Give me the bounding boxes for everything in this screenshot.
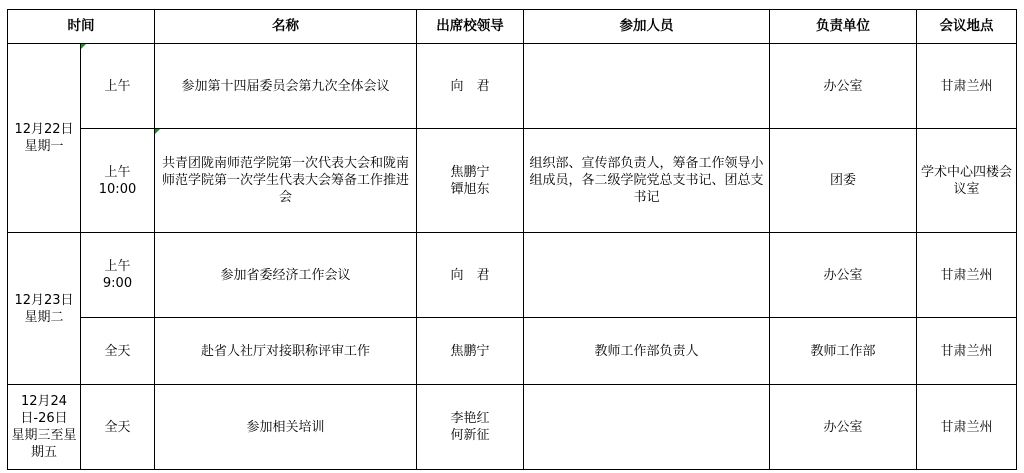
cell-comment-marker [155, 129, 160, 134]
date-label: 12月23日 [14, 292, 74, 308]
participants-cell [524, 44, 770, 129]
schedule-table [7, 9, 1017, 470]
table-row [8, 318, 1017, 385]
date-cell [8, 233, 81, 385]
leader-cell: 焦鹏宁 [417, 318, 524, 385]
header-location: 会议地点 [917, 10, 1017, 44]
unit-cell: 教师工作部 [770, 318, 917, 385]
period-cell: 上午 9:00 [81, 233, 155, 318]
participants-cell [524, 233, 770, 318]
weekday-label: 星期一 [24, 139, 64, 154]
header-row [8, 10, 1017, 44]
location-cell: 学术中心四楼会议室 [917, 129, 1017, 233]
participants-cell [524, 385, 770, 470]
participants-cell: 组织部、宣传部负责人，筹备工作领导小组成员，各二级学院党总支书记、团总支书记 [524, 129, 770, 233]
header-name: 名称 [155, 10, 417, 44]
period-cell: 全天 [81, 318, 155, 385]
weekday-label: 星期三至星期五 [11, 428, 77, 460]
table-row [8, 44, 1017, 129]
unit-cell: 办公室 [770, 385, 917, 470]
table-row [8, 233, 1017, 318]
cell-comment-marker [81, 44, 86, 49]
leader-cell: 向 君 [417, 233, 524, 318]
meeting-name-cell: 参加第十四届委员会第九次全体会议 [155, 44, 417, 129]
unit-cell: 办公室 [770, 44, 917, 129]
location-cell: 甘肃兰州 [917, 385, 1017, 470]
header-participants: 参加人员 [524, 10, 770, 44]
meeting-name-cell: 共青团陇南师范学院第一次代表大会和陇南师范学院第一次学生代表大会筹备工作推进会 [155, 129, 417, 233]
unit-cell: 办公室 [770, 233, 917, 318]
meeting-name-cell: 参加相关培训 [155, 385, 417, 470]
table-row [8, 385, 1017, 470]
period-cell: 上午 10:00 [81, 129, 155, 233]
meeting-name-cell: 赴省人社厅对接职称评审工作 [155, 318, 417, 385]
date-cell [8, 385, 81, 470]
period-cell: 上午 [81, 44, 155, 129]
unit-cell: 团委 [770, 129, 917, 233]
leader-cell: 向 君 [417, 44, 524, 129]
meeting-name-cell: 参加省委经济工作会议 [155, 233, 417, 318]
period-cell: 全天 [81, 385, 155, 470]
header-unit: 负责单位 [770, 10, 917, 44]
date-cell [8, 44, 81, 233]
table-row [8, 129, 1017, 233]
header-leader: 出席校领导 [417, 10, 524, 44]
header-time: 时间 [8, 10, 155, 44]
date-label: 12月22日 [14, 122, 74, 137]
location-cell: 甘肃兰州 [917, 44, 1017, 129]
location-cell: 甘肃兰州 [917, 318, 1017, 385]
participants-cell: 教师工作部负责人 [524, 318, 770, 385]
weekday-label: 星期二 [24, 309, 64, 325]
location-cell: 甘肃兰州 [917, 233, 1017, 318]
date-label: 12月24日-26日 [20, 394, 68, 426]
leader-cell: 焦鹏宁 镡旭东 [417, 129, 524, 233]
leader-cell: 李艳红 何新征 [417, 385, 524, 470]
